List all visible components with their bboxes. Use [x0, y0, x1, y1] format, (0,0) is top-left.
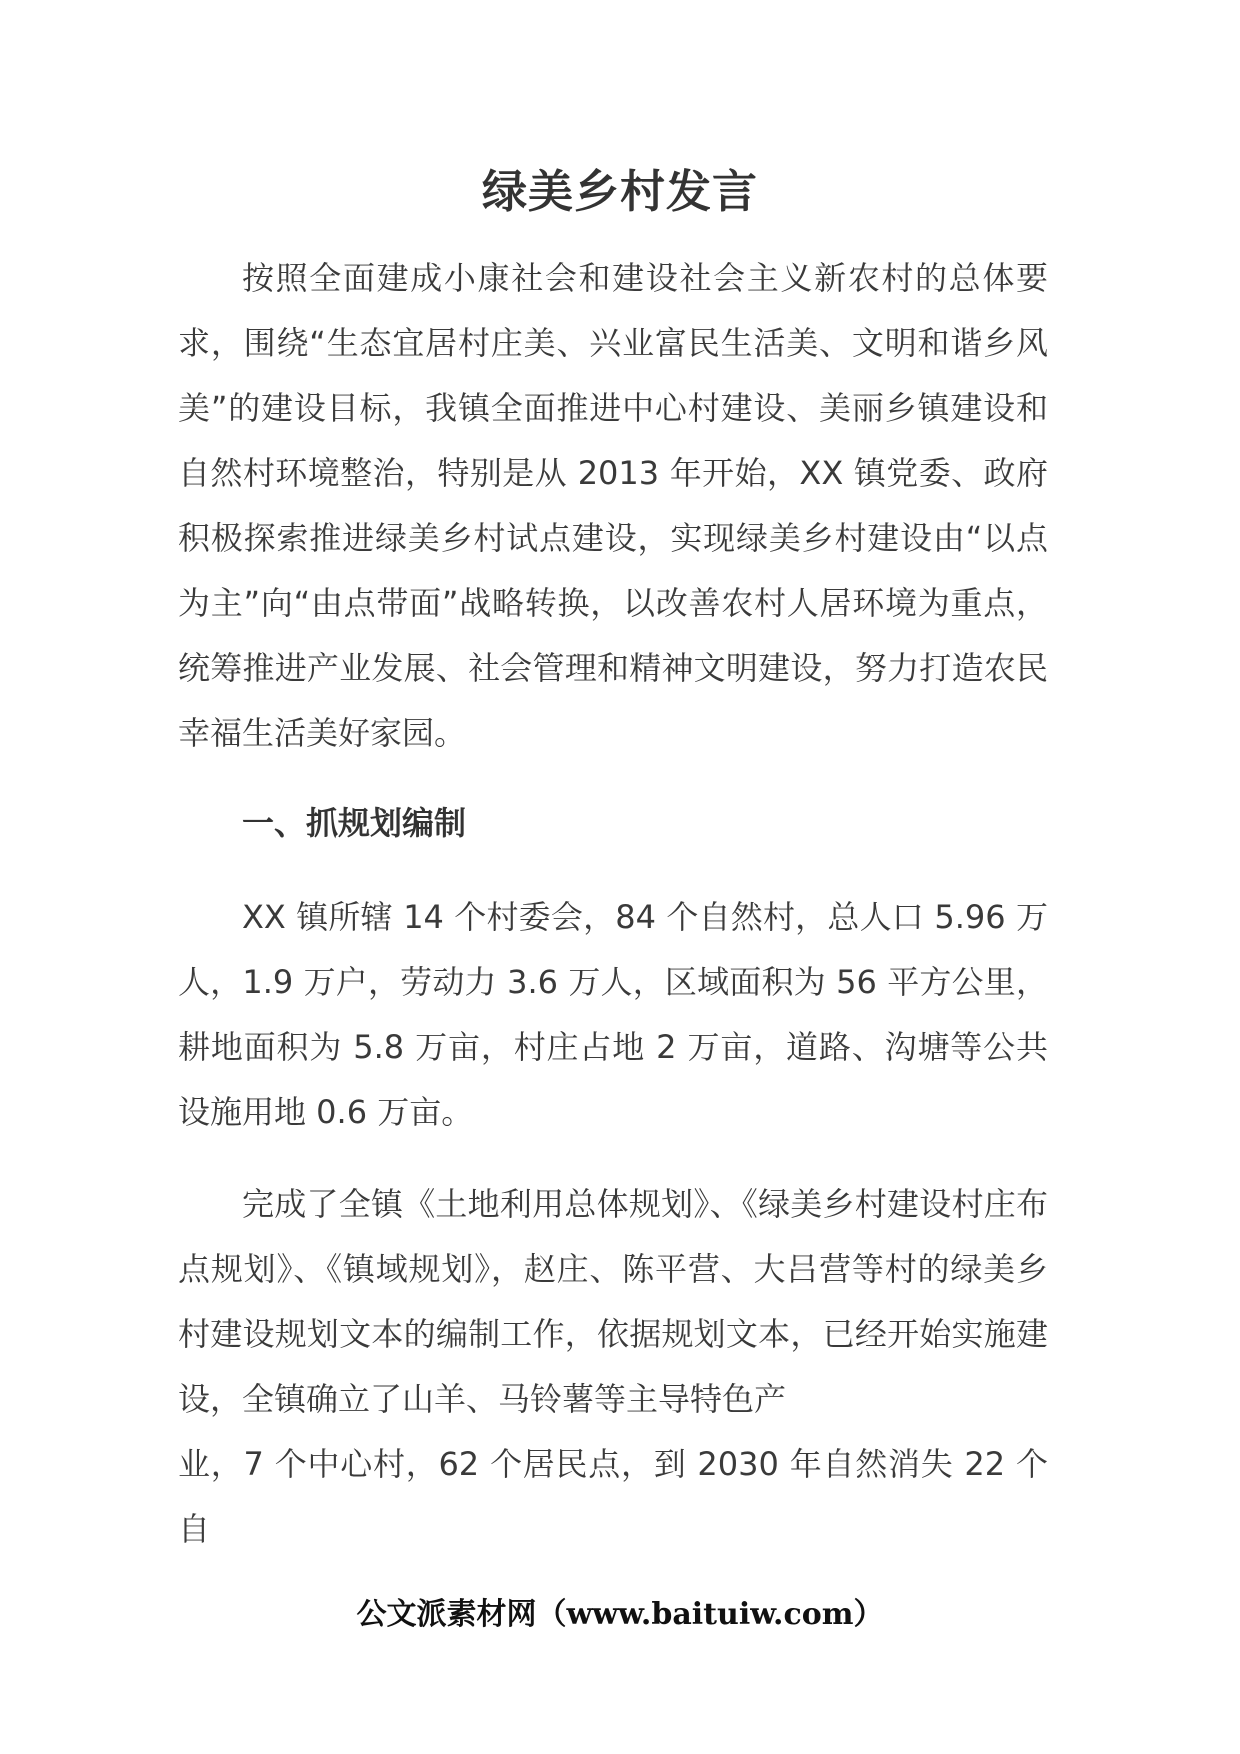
paragraph-planning-work	[178, 1172, 1048, 1562]
paragraph-intro: 按照全面建成小康社会和建设社会主义新农村的总体要求，围绕“生态宜居村庄美、兴业富民生活美、文明和谐乡风美”的建设目标，我镇全面推进中心村建设、美丽乡镇建设和自然村环境整治，特别是从 2013 年开始，XX 镇党委、政府积极探索推进绿美乡村试点建设，实现绿美乡村建设由“以点为主”向“由点带面”战略转换，以改善农村人居环境为重点，统筹推进产业发展、社会管理和精神文明建设，努力打造农民幸福生活美好家园。	[178, 259, 1048, 752]
paragraph-planning-work-part-1: 完成了全镇《土地利用总体规划》、《绿美乡村建设村庄布点规划》、《镇域规划》，赵庄、陈平营、大吕营等村的绿美乡村建设规划文本的编制工作，依据规划文本，已经开始实施建设，全镇确立了山羊、马铃薯等主导特色产	[178, 1185, 1048, 1418]
section-heading-planning: 一、抓规划编制	[242, 804, 467, 842]
footer-watermark: 公文派素材网（www.baituiw.com）	[356, 1597, 884, 1632]
paragraph-planning-work-part-2: 业，7 个中心村，62 个居民点，到 2030 年自然消失 22 个自	[178, 1445, 1048, 1548]
document-title: 绿美乡村发言	[481, 165, 758, 218]
paragraph-town-stats: XX 镇所辖 14 个村委会，84 个自然村，总人口 5.96 万人，1.9 万户，劳动力 3.6 万人，区域面积为 56 平方公里，耕地面积为 5.8 万亩，村庄占地 2 万亩，道路、沟塘等公共设施用地 0.6 万亩。	[178, 898, 1048, 1131]
